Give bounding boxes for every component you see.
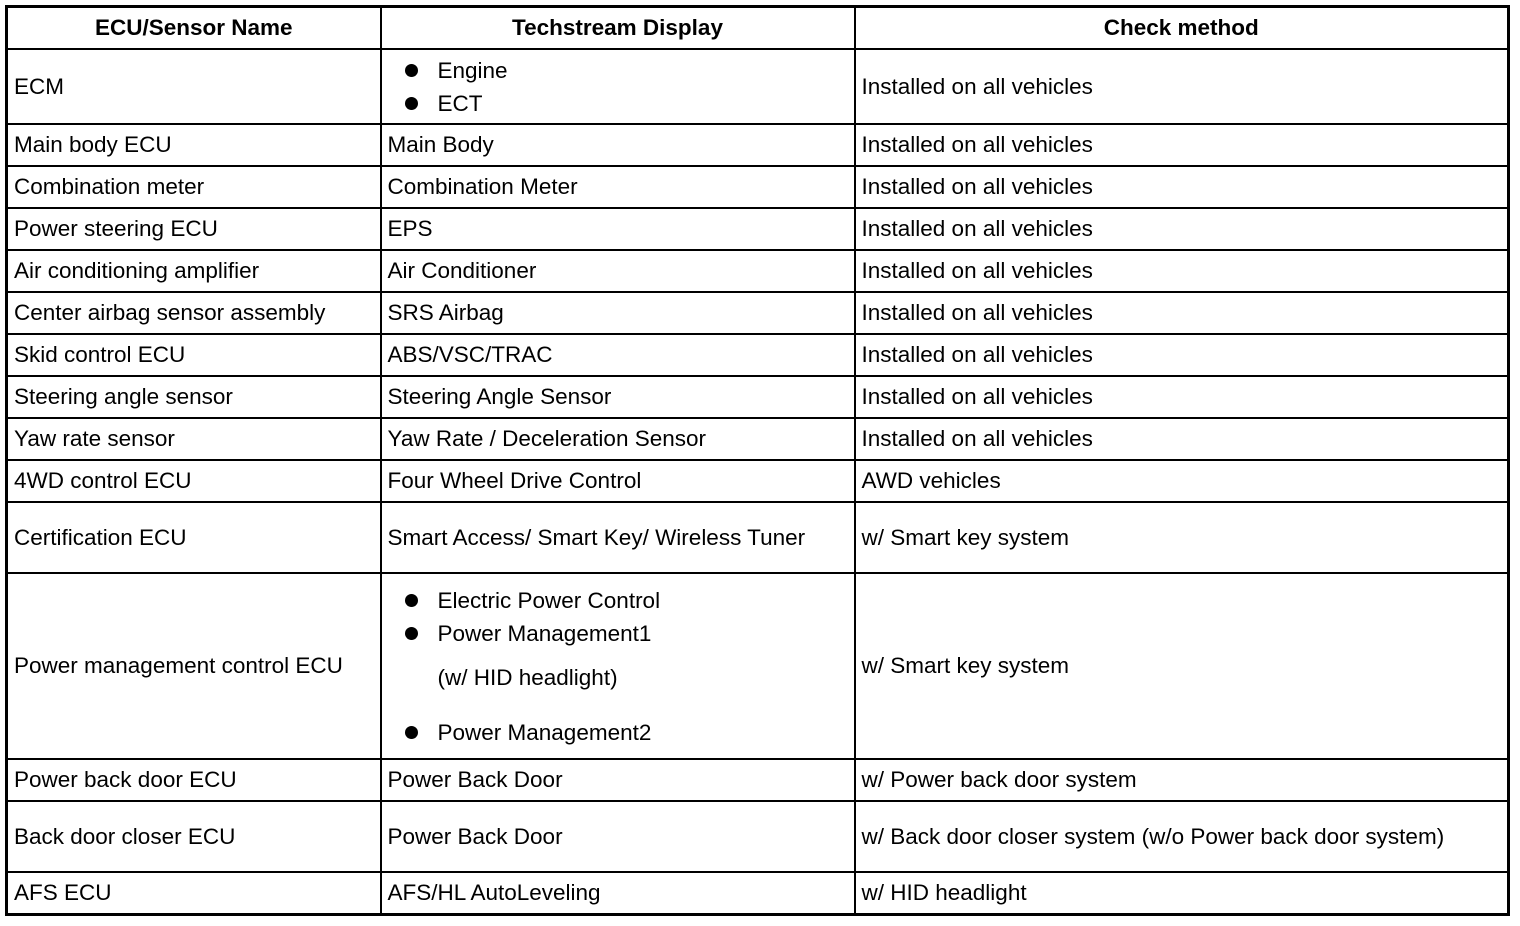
ecu-sensor-table: [5, 5, 1510, 916]
cell-ecu-name: Power management control ECU: [7, 573, 381, 759]
display-bullet-list: [388, 716, 848, 749]
cell-check-method: w/ Smart key system: [855, 502, 1509, 573]
list-item-label: Power Management2: [437, 719, 652, 745]
cell-ecu-name: Air conditioning amplifier: [7, 250, 381, 292]
bullet-icon: [405, 726, 418, 739]
cell-ecu-name: Combination meter: [7, 166, 381, 208]
cell-techstream-display: Power Back Door: [381, 801, 855, 872]
list-item-label: ECT: [437, 90, 483, 116]
table-row: [7, 573, 1509, 759]
bullet-icon: [405, 97, 418, 110]
table-row: [7, 376, 1509, 418]
cell-check-method: w/ Back door closer system (w/o Power back door system): [855, 801, 1509, 872]
cell-techstream-display: Power Back Door: [381, 759, 855, 801]
cell-ecu-name: Power back door ECU: [7, 759, 381, 801]
table-row: [7, 49, 1509, 124]
cell-techstream-display: Smart Access/ Smart Key/ Wireless Tuner: [381, 502, 855, 573]
cell-check-method: w/ HID headlight: [855, 872, 1509, 915]
cell-check-method: Installed on all vehicles: [855, 166, 1509, 208]
cell-ecu-name: Main body ECU: [7, 124, 381, 166]
table-row: [7, 208, 1509, 250]
cell-techstream-display: Air Conditioner: [381, 250, 855, 292]
table-row: [7, 166, 1509, 208]
header-techstream-display: Techstream Display: [381, 7, 855, 50]
list-item: [388, 584, 848, 617]
cell-techstream-display: [381, 573, 855, 759]
cell-ecu-name: Center airbag sensor assembly: [7, 292, 381, 334]
list-item-label: Power Management1: [437, 620, 652, 646]
table-row: [7, 872, 1509, 915]
cell-ecu-name: Power steering ECU: [7, 208, 381, 250]
table-row: [7, 418, 1509, 460]
cell-check-method: Installed on all vehicles: [855, 124, 1509, 166]
cell-check-method: w/ Power back door system: [855, 759, 1509, 801]
list-item: [388, 617, 848, 650]
cell-techstream-display: SRS Airbag: [381, 292, 855, 334]
cell-check-method: Installed on all vehicles: [855, 292, 1509, 334]
cell-techstream-display: [381, 49, 855, 124]
cell-techstream-display: Yaw Rate / Deceleration Sensor: [381, 418, 855, 460]
cell-check-method: w/ Smart key system: [855, 573, 1509, 759]
table-row: [7, 502, 1509, 573]
cell-techstream-display: EPS: [381, 208, 855, 250]
cell-check-method: Installed on all vehicles: [855, 49, 1509, 124]
cell-check-method: AWD vehicles: [855, 460, 1509, 502]
cell-techstream-display: Main Body: [381, 124, 855, 166]
cell-techstream-display: Steering Angle Sensor: [381, 376, 855, 418]
cell-check-method: Installed on all vehicles: [855, 418, 1509, 460]
bullet-icon: [405, 627, 418, 640]
cell-techstream-display: Combination Meter: [381, 166, 855, 208]
table-row: [7, 292, 1509, 334]
display-note: (w/ HID headlight): [437, 664, 618, 690]
bullet-icon: [405, 594, 418, 607]
display-bullet-list: [388, 54, 848, 120]
cell-techstream-display: AFS/HL AutoLeveling: [381, 872, 855, 915]
list-item-label: Electric Power Control: [437, 587, 661, 613]
cell-techstream-display: ABS/VSC/TRAC: [381, 334, 855, 376]
cell-ecu-name: ECM: [7, 49, 381, 124]
cell-check-method: Installed on all vehicles: [855, 250, 1509, 292]
list-item: [388, 716, 848, 749]
table-row: [7, 460, 1509, 502]
cell-ecu-name: Skid control ECU: [7, 334, 381, 376]
header-check-method: Check method: [855, 7, 1509, 50]
table-header-row: [7, 7, 1509, 50]
cell-ecu-name: 4WD control ECU: [7, 460, 381, 502]
cell-ecu-name: Back door closer ECU: [7, 801, 381, 872]
table-row: [7, 334, 1509, 376]
cell-ecu-name: Steering angle sensor: [7, 376, 381, 418]
table-row: [7, 801, 1509, 872]
cell-ecu-name: Certification ECU: [7, 502, 381, 573]
cell-ecu-name: Yaw rate sensor: [7, 418, 381, 460]
cell-check-method: Installed on all vehicles: [855, 334, 1509, 376]
table-row: [7, 250, 1509, 292]
cell-ecu-name: AFS ECU: [7, 872, 381, 915]
display-bullet-list: [388, 584, 848, 650]
bullet-icon: [405, 64, 418, 77]
cell-check-method: Installed on all vehicles: [855, 208, 1509, 250]
table-row: [7, 124, 1509, 166]
list-item: [388, 54, 848, 87]
cell-check-method: Installed on all vehicles: [855, 376, 1509, 418]
table-row: [7, 759, 1509, 801]
list-item: [388, 87, 848, 120]
list-item-label: Engine: [437, 57, 508, 83]
header-ecu-sensor-name: ECU/Sensor Name: [7, 7, 381, 50]
cell-techstream-display: Four Wheel Drive Control: [381, 460, 855, 502]
